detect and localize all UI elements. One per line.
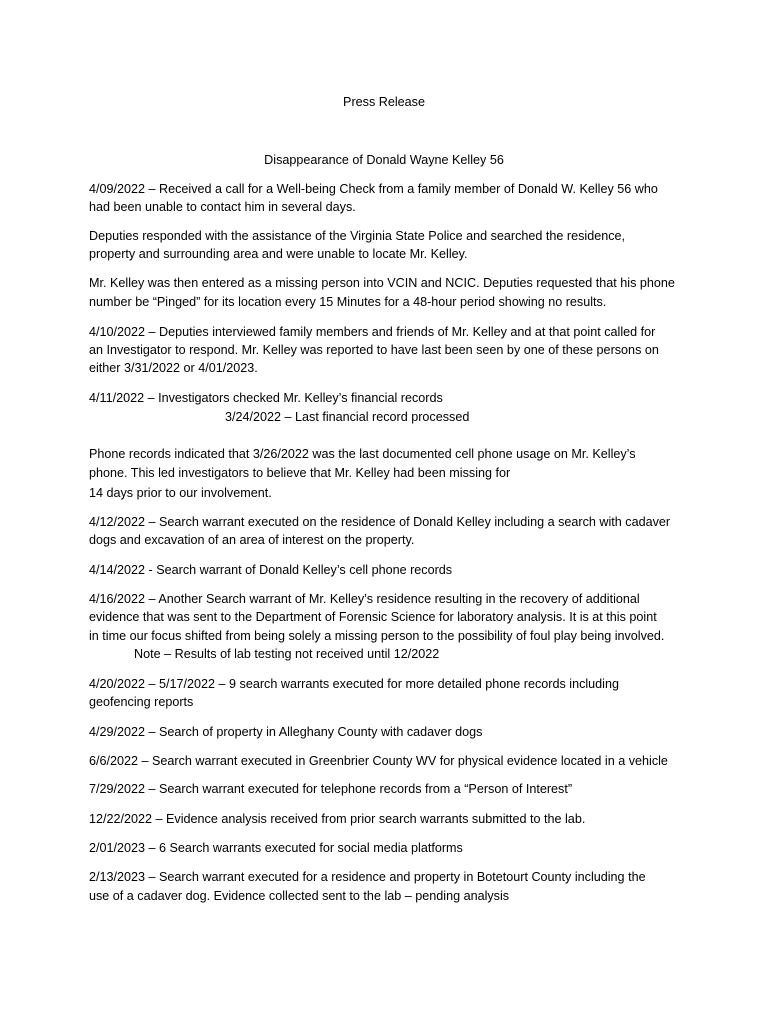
press-release-title: Press Release: [343, 95, 425, 109]
paragraph-line: phone. This led investigators to believe that Mr. Kelley had been missing for: [89, 466, 511, 480]
paragraph-line: an Investigator to respond. Mr. Kelley was reported to have last been seen by one of these persons on: [89, 343, 659, 357]
paragraph-line: use of a cadaver dog. Evidence collected sent to the lab – pending analysis: [89, 889, 510, 903]
document-subtitle: Disappearance of Donald Wayne Kelley 56: [264, 153, 504, 167]
paragraph-line: 4/16/2022 – Another Search warrant of Mr. Kelley’s residence resulting in the recovery of additional: [89, 592, 640, 606]
paragraph-line: had been unable to contact him in several days.: [89, 200, 356, 214]
paragraph-line: 4/11/2022 – Investigators checked Mr. Kelley’s financial records: [89, 391, 443, 405]
paragraph-line: geofencing reports: [89, 695, 194, 709]
paragraph-line: 2/13/2023 – Search warrant executed for a residence and property in Botetourt County including the: [89, 870, 646, 884]
paragraph-line: Phone records indicated that 3/26/2022 was the last documented cell phone usage on Mr. Kelley’s: [89, 447, 636, 461]
paragraph-line: 4/09/2022 – Received a call for a Well-being Check from a family member of Donald W. Kelley 56 who: [89, 182, 658, 196]
paragraph-line: evidence that was sent to the Department of Forensic Science for laboratory analysis. It is at this point: [89, 610, 657, 624]
paragraph-line: dogs and excavation of an area of interest on the property.: [89, 533, 415, 547]
paragraph-line: 4/10/2022 – Deputies interviewed family members and friends of Mr. Kelley and at that point called for: [89, 325, 656, 339]
paragraph-line: number be “Pinged” for its location every 15 Minutes for a 48-hour period showing no results.: [89, 295, 607, 309]
paragraph-line: 4/29/2022 – Search of property in Alleghany County with cadaver dogs: [89, 725, 483, 739]
paragraph-line: 14 days prior to our involvement.: [89, 486, 272, 500]
paragraph-line: 2/01/2023 – 6 Search warrants executed for social media platforms: [89, 841, 463, 855]
paragraph-line: either 3/31/2022 or 4/01/2023.: [89, 361, 258, 375]
paragraph-line: 6/6/2022 – Search warrant executed in Greenbrier County WV for physical evidence located in a vehicle: [89, 754, 668, 768]
paragraph-line: 12/22/2022 – Evidence analysis received from prior search warrants submitted to the lab.: [89, 812, 586, 826]
paragraph-line: Deputies responded with the assistance of the Virginia State Police and searched the residence,: [89, 229, 626, 243]
paragraph-line: 3/24/2022 – Last financial record processed: [225, 410, 470, 424]
paragraph-line: 7/29/2022 – Search warrant executed for telephone records from a “Person of Interest”: [89, 782, 573, 796]
paragraph-line: 4/20/2022 – 5/17/2022 – 9 search warrants executed for more detailed phone records including: [89, 677, 619, 691]
paragraph-line: property and surrounding area and were unable to locate Mr. Kelley.: [89, 247, 468, 261]
paragraph-line: 4/14/2022 - Search warrant of Donald Kelley’s cell phone records: [89, 563, 453, 577]
paragraph-line: in time our focus shifted from being solely a missing person to the possibility of foul play being involved.: [89, 629, 665, 643]
paragraph-line: Mr. Kelley was then entered as a missing person into VCIN and NCIC. Deputies requested that his phone: [89, 276, 675, 290]
paragraph-line: Note – Results of lab testing not received until 12/2022: [134, 647, 440, 661]
paragraph-line: 4/12/2022 – Search warrant executed on the residence of Donald Kelley including a search with cadaver: [89, 515, 671, 529]
